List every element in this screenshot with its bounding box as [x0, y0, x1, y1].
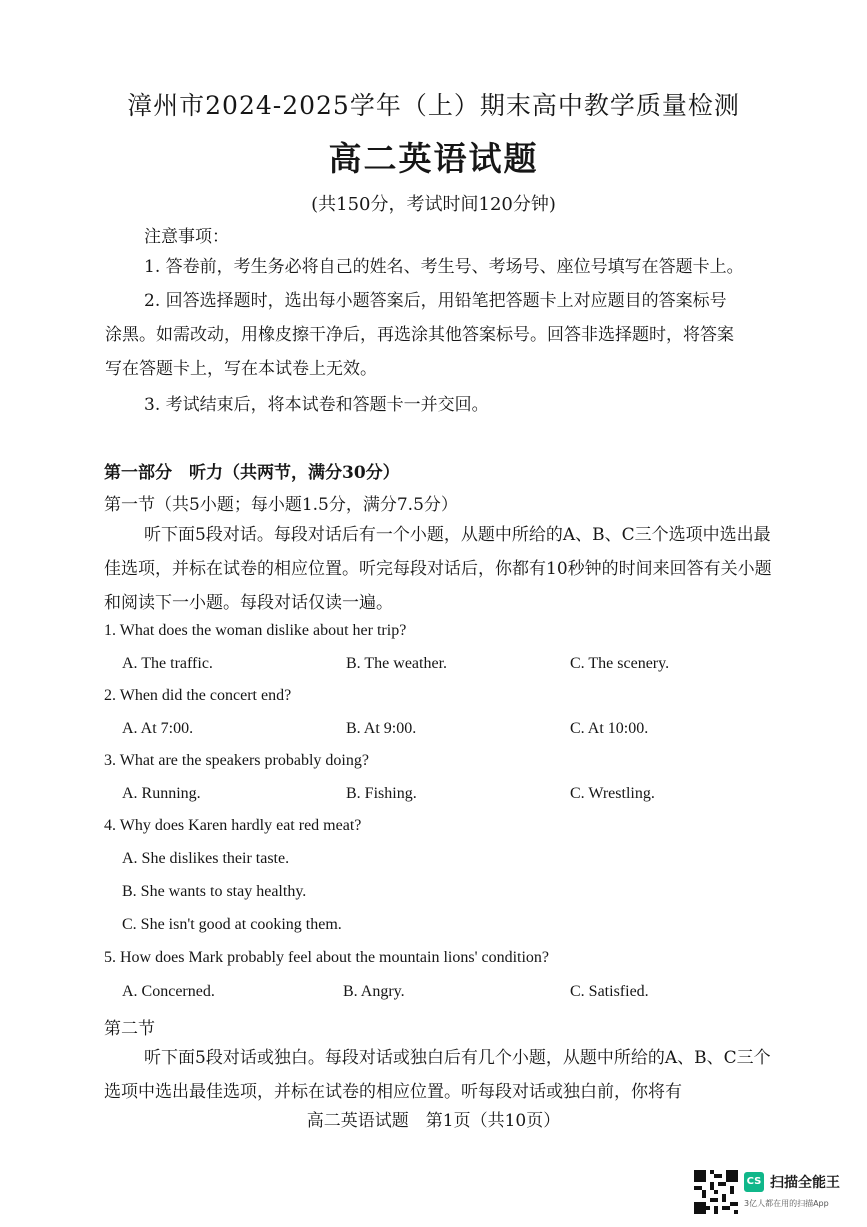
section-heading: 第二节 — [104, 1019, 155, 1039]
option-c: C. Wrestling. — [570, 785, 655, 802]
exam-info: (共150分，考试时间120分钟) — [311, 194, 556, 215]
option-c: C. At 10:00. — [570, 720, 649, 737]
notice-item: 写在答题卡上，写在本试卷上无效。 — [105, 359, 377, 379]
scanner-app-name: 扫描全能王 — [770, 1175, 840, 1191]
option-b: B. At 9:00. — [346, 720, 417, 737]
option-a: A. At 7:00. — [122, 720, 194, 737]
option-c: C. The scenery. — [570, 655, 670, 672]
camscanner-logo-icon: CS — [744, 1172, 764, 1192]
question-stem: 2. When did the concert end? — [104, 687, 292, 704]
option-a: A. Running. — [122, 785, 201, 802]
option-b: B. She wants to stay healthy. — [122, 883, 307, 900]
question-stem: 3. What are the speakers probably doing? — [104, 752, 369, 769]
option-a: A. Concerned. — [122, 983, 215, 1000]
notice-item: 2. 回答选择题时，选出每小题答案后，用铅笔把答题卡上对应题目的答案标号 — [144, 291, 727, 311]
section-instructions: 听下面5段对话或独白。每段对话或独白后有几个小题，从题中所给的A、B、C三个选项中选出最佳选项，并标在试卷的相应位置。听每段对话或独白前，你将有 — [104, 1048, 771, 1102]
option-b: B. Fishing. — [346, 785, 417, 802]
option-c: C. She isn't good at cooking them. — [122, 916, 342, 933]
question-stem: 1. What does the woman dislike about her trip? — [104, 622, 407, 639]
question-stem: 5. How does Mark probably feel about the mountain lions' condition? — [104, 949, 550, 966]
subject-title: 高二英语试题 — [328, 139, 539, 178]
part-heading: 第一部分 听力（共两节，满分30分） — [104, 463, 400, 483]
qr-code-icon — [694, 1170, 738, 1214]
notice-item: 涂黑。如需改动，用橡皮擦干净后，再选涂其他答案标号。回答非选择题时，将答案 — [105, 325, 734, 345]
scanner-tagline: 3亿人都在用的扫描App — [744, 1199, 829, 1208]
section-heading: 第一节（共5小题；每小题1.5分，满分7.5分） — [104, 495, 458, 515]
option-a: A. She dislikes their taste. — [122, 850, 290, 867]
question-stem: 4. Why does Karen hardly eat red meat? — [104, 817, 362, 834]
option-a: A. The traffic. — [122, 655, 213, 672]
page-footer: 高二英语试题 第1页（共10页） — [306, 1111, 561, 1131]
option-b: B. The weather. — [346, 655, 448, 672]
notice-item: 3. 考试结束后，将本试卷和答题卡一并交回。 — [144, 395, 489, 415]
notice-item: 1. 答卷前，考生务必将自己的姓名、考生号、考场号、座位号填写在答题卡上。 — [144, 257, 744, 277]
exam-title: 漳州市2024-2025学年（上）期末高中教学质量检测 — [127, 91, 740, 120]
section-instructions: 听下面5段对话。每段对话后有一个小题，从题中所给的A、B、C三个选项中选出最佳选项，并标在试卷的相应位置。听完每段对话后，你都有10秒钟的时间来回答有关小题和阅读下一小题。每段对话仅读一遍。 — [104, 525, 772, 613]
option-b: B. Angry. — [343, 983, 405, 1000]
option-c: C. Satisfied. — [570, 983, 649, 1000]
notice-heading: 注意事项： — [144, 227, 229, 247]
